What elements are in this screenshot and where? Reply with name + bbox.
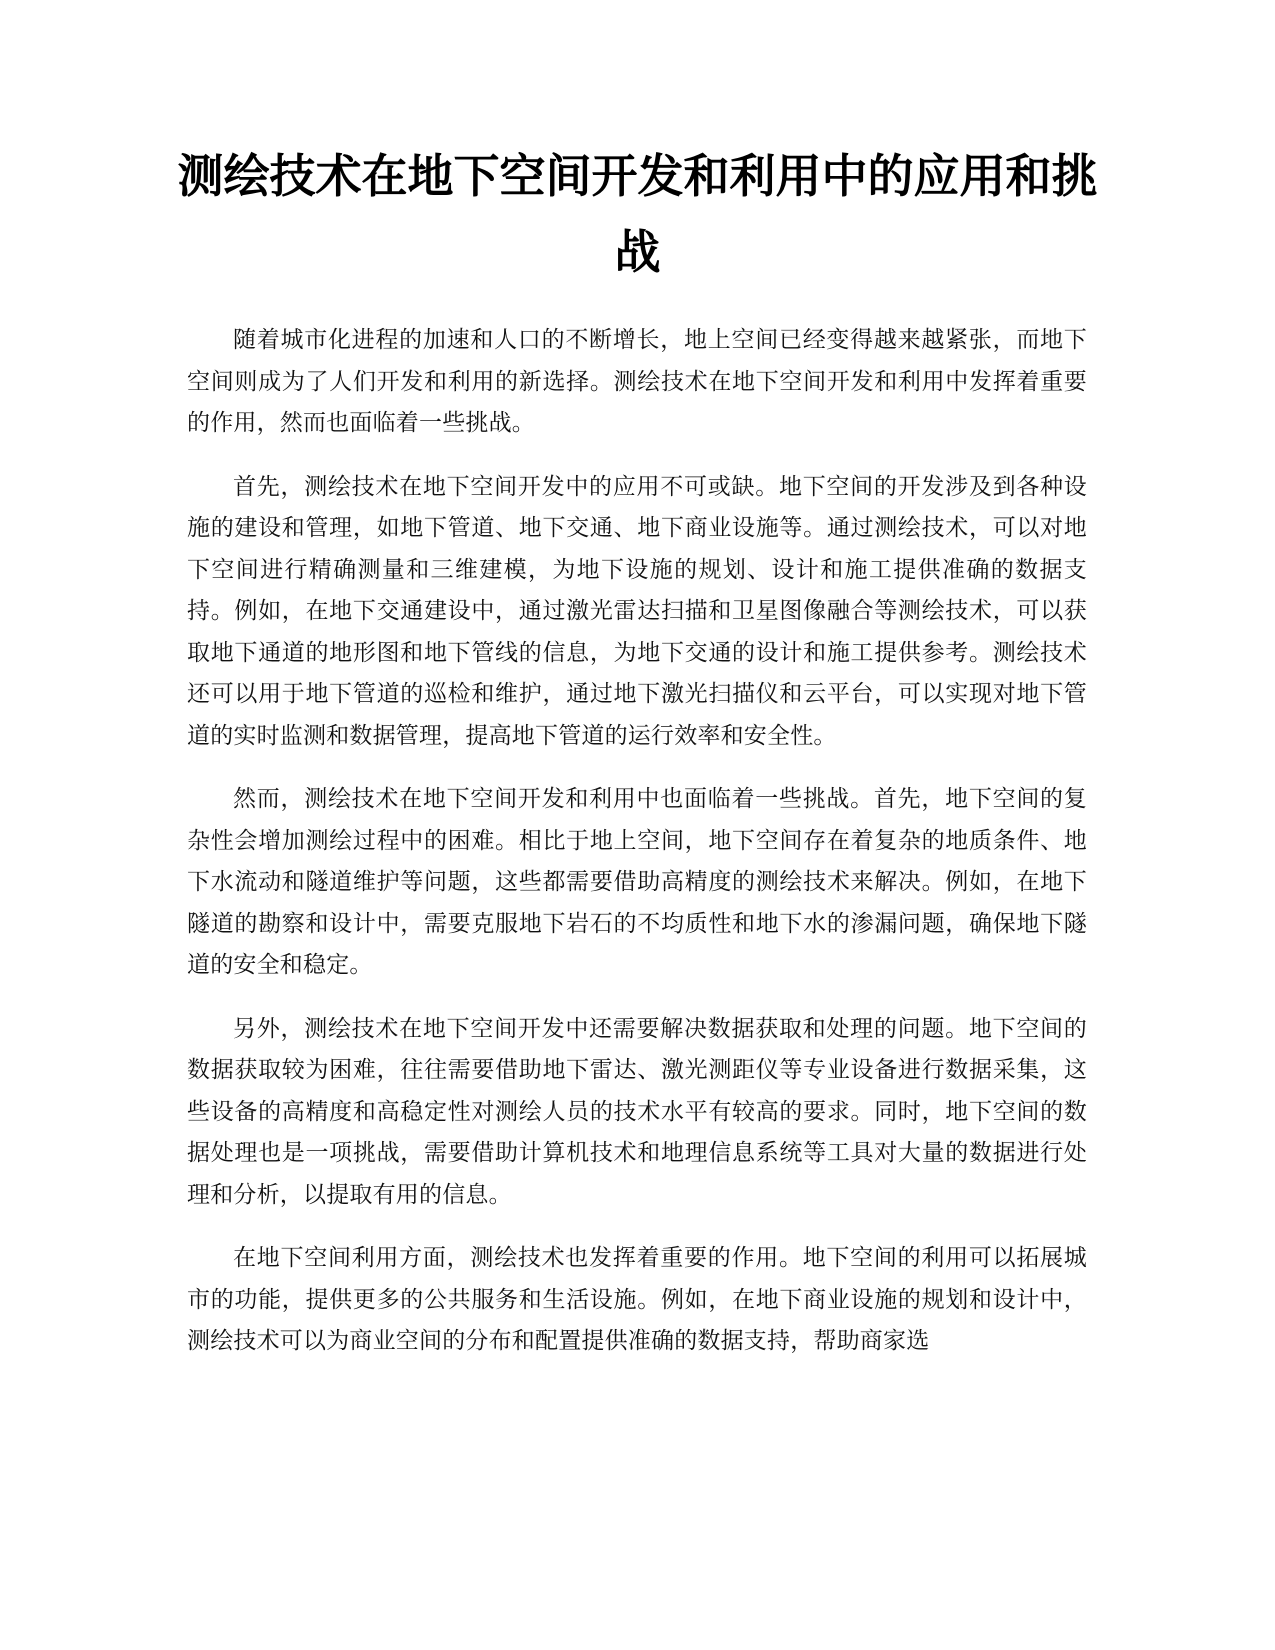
- paragraph-2: 首先，测绘技术在地下空间开发中的应用不可或缺。地下空间的开发涉及到各种设施的建设和管理，如地下管道、地下交通、地下商业设施等。通过测绘技术，可以对地下空间进行精确测量和三维建模，为地下设施的规划、设计和施工提供准确的数据支持。例如，在地下交通建设中，通过激光雷达扫描和卫星图像融合等测绘技术，可以获取地下通道的地形图和地下管线的信息，为地下交通的设计和施工提供参考。测绘技术还可以用于地下管道的巡检和维护，通过地下激光扫描仪和云平台，可以实现对地下管道的实时监测和数据管理，提高地下管道的运行效率和安全性。: [187, 473, 1087, 749]
- document-body: [187, 320, 1087, 1385]
- paragraph-4: 另外，测绘技术在地下空间开发中还需要解决数据获取和处理的问题。地下空间的数据获取较为困难，往往需要借助地下雷达、激光测距仪等专业设备进行数据采集，这些设备的高精度和高稳定性对测绘人员的技术水平有较高的要求。同时，地下空间的数据处理也是一项挑战，需要借助计算机技术和地理信息系统等工具对大量的数据进行处理和分析，以提取有用的信息。: [187, 1015, 1087, 1208]
- document-title: 测绘技术在地下空间开发和利用中的应用和挑战: [177, 149, 1098, 279]
- paragraph-3: 然而，测绘技术在地下空间开发和利用中也面临着一些挑战。首先，地下空间的复杂性会增加测绘过程中的困难。相比于地上空间，地下空间存在着复杂的地质条件、地下水流动和隧道维护等问题，这些都需要借助高精度的测绘技术来解决。例如，在地下隧道的勘察和设计中，需要克服地下岩石的不均质性和地下水的渗漏问题，确保地下隧道的安全和稳定。: [187, 786, 1087, 978]
- paragraph-5: 在地下空间利用方面，测绘技术也发挥着重要的作用。地下空间的利用可以拓展城市的功能，提供更多的公共服务和生活设施。例如，在地下商业设施的规划和设计中，测绘技术可以为商业空间的分布和配置提供准确的数据支持，帮助商家选: [187, 1245, 1087, 1354]
- paragraph-1: 随着城市化进程的加速和人口的不断增长，地上空间已经变得越来越紧张，而地下空间则成为了人们开发和利用的新选择。测绘技术在地下空间开发和利用中发挥着重要的作用，然而也面临着一些挑战。: [187, 327, 1087, 436]
